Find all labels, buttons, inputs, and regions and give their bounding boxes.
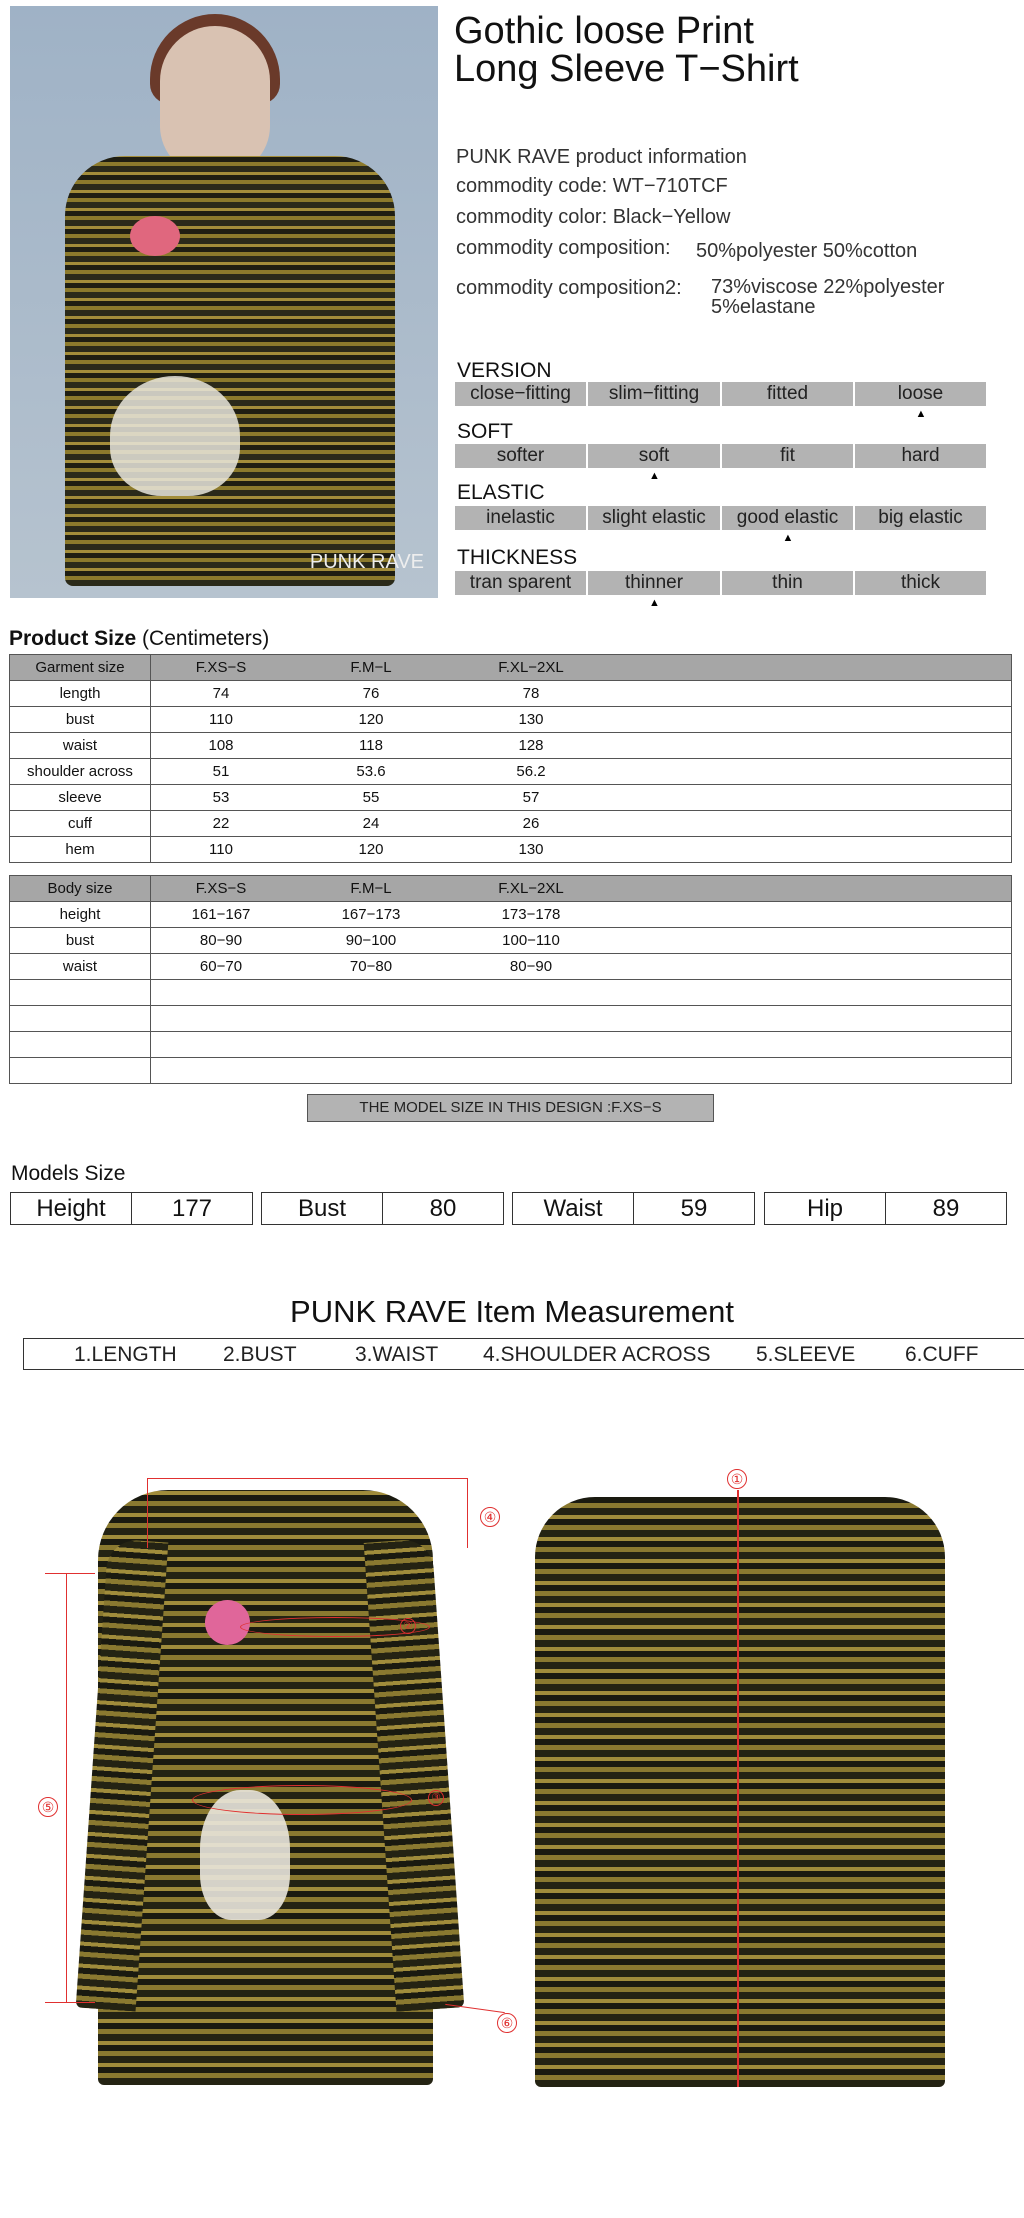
table-cell: 120 (358, 711, 384, 728)
models-size-label: Models Size (11, 1162, 126, 1185)
table-row (10, 837, 1012, 863)
cuff-line (445, 2004, 505, 2013)
table-row (10, 759, 1012, 785)
composition2-line2: 5%elastane (711, 296, 816, 318)
commodity-composition2-value (711, 277, 944, 317)
attribute-option: thick (855, 571, 986, 595)
row-values (151, 655, 1012, 681)
selected-indicator-icon: ▲ (782, 532, 794, 544)
row-label: bust (10, 928, 151, 954)
selected-indicator-icon: ▲ (649, 470, 660, 482)
back-shirt-diagram (535, 1497, 945, 2087)
body-size-table (9, 875, 1012, 1084)
row-label (10, 1006, 151, 1032)
row-values (151, 876, 1012, 902)
table-cell: 78 (522, 685, 540, 702)
model-measure-name: Bust (261, 1192, 383, 1225)
attribute-label-soft: SOFT (457, 420, 513, 443)
row-label (10, 1032, 151, 1058)
attribute-option: loose (855, 382, 986, 406)
row-values (151, 759, 1012, 785)
table-cell: F.XL−2XL (498, 880, 564, 897)
row-values (151, 1058, 1012, 1084)
attribute-label-version: VERSION (457, 359, 552, 382)
row-values (151, 681, 1012, 707)
measurement-item: 4.SHOULDER ACROSS (483, 1343, 711, 1366)
commodity-code (456, 175, 728, 198)
table-cell: F.M−L (350, 880, 392, 897)
selected-indicator-icon: ▲ (649, 597, 660, 609)
table-cell: 70−80 (349, 958, 393, 975)
product-size-heading (9, 627, 269, 651)
attribute-option: softer (455, 444, 586, 468)
commodity-color (456, 206, 730, 229)
table-cell: 130 (518, 711, 544, 728)
table-row (10, 1032, 1012, 1058)
table-cell: 55 (362, 789, 380, 806)
measurement-item: 1.LENGTH (74, 1343, 177, 1366)
commodity-code-label: commodity code: (456, 175, 608, 197)
row-label: waist (10, 733, 151, 759)
table-cell: 76 (362, 685, 380, 702)
table-cell: 161−167 (191, 906, 251, 923)
commodity-code-value: WT−710TCF (612, 175, 728, 197)
row-values (151, 837, 1012, 863)
watermark: PUNK RAVE (309, 551, 424, 573)
front-pink-print (205, 1600, 250, 1645)
product-photo (10, 6, 438, 598)
row-label (10, 1058, 151, 1084)
attribute-option: tran sparent (455, 571, 586, 595)
measurement-item: 6.CUFF (905, 1343, 979, 1366)
table-cell: 167−173 (341, 906, 401, 923)
table-cell: 80−90 (509, 958, 553, 975)
row-values (151, 954, 1012, 980)
table-cell: 53.6 (356, 763, 386, 780)
table-row (10, 707, 1012, 733)
composition2-line1: 73%viscose 22%polyester (711, 276, 945, 298)
attribute-option: good elastic (722, 506, 853, 530)
table-cell: 26 (522, 815, 540, 832)
shirt-image (65, 156, 395, 586)
table-row (10, 811, 1012, 837)
row-values (151, 811, 1012, 837)
table-cell: F.M−L (350, 659, 392, 676)
table-cell: 110 (209, 711, 233, 728)
table-cell: F.XS−S (195, 659, 247, 676)
row-values (151, 707, 1012, 733)
table-row (10, 785, 1012, 811)
attribute-option: thinner (588, 571, 720, 595)
row-label (10, 980, 151, 1006)
model-measure-name: Waist (512, 1192, 634, 1225)
shoulder-tick-right (467, 1478, 468, 1548)
model-measure-name: Height (10, 1192, 132, 1225)
table-cell: F.XS−S (195, 880, 247, 897)
model-size-banner: THE MODEL SIZE IN THIS DESIGN :F.XS−S (307, 1094, 714, 1122)
model-face (160, 26, 270, 176)
attribute-label-thickness: THICKNESS (457, 546, 578, 569)
marker-6: ⑥ (497, 2013, 517, 2033)
row-label: height (10, 902, 151, 928)
product-size-title: Product Size (9, 627, 137, 650)
row-label: Body size (10, 876, 151, 902)
table-cell: 60−70 (199, 958, 243, 975)
table-cell: F.XL−2XL (498, 659, 564, 676)
garment-header-row (10, 655, 1012, 681)
table-cell: 130 (518, 841, 544, 858)
attribute-label-elastic: ELASTIC (457, 481, 545, 504)
attribute-option: big elastic (855, 506, 986, 530)
commodity-composition-label: commodity composition: (456, 237, 671, 259)
pink-print (130, 216, 180, 256)
shoulder-tick-left (147, 1478, 148, 1548)
table-cell: 100−110 (502, 932, 560, 949)
table-cell: 80−90 (199, 932, 243, 949)
table-cell: 57 (522, 789, 540, 806)
commodity-color-value: Black−Yellow (612, 206, 731, 228)
table-row (10, 1006, 1012, 1032)
measurement-item: 2.BUST (223, 1343, 297, 1366)
marker-4: ④ (480, 1507, 500, 1527)
measurement-item: 5.SLEEVE (756, 1343, 856, 1366)
sleeve-top-tick (45, 1573, 95, 1574)
attribute-option: soft (588, 444, 720, 468)
row-label: waist (10, 954, 151, 980)
table-row (10, 902, 1012, 928)
attribute-option: inelastic (455, 506, 586, 530)
row-label: hem (10, 837, 151, 863)
table-row (10, 928, 1012, 954)
table-row (10, 681, 1012, 707)
table-cell: 108 (208, 737, 234, 754)
sleeve-bottom-tick (45, 2002, 95, 2003)
table-row (10, 980, 1012, 1006)
row-label: length (10, 681, 151, 707)
product-title-line1: Gothic loose Print (454, 10, 754, 52)
model-measure-name: Hip (764, 1192, 886, 1225)
model-measure-value: 177 (131, 1192, 253, 1225)
model-measure-value: 80 (382, 1192, 504, 1225)
table-cell: 53 (212, 789, 230, 806)
attribute-option: hard (855, 444, 986, 468)
measurement-item: 3.WAIST (355, 1343, 439, 1366)
body-header-row (10, 876, 1012, 902)
marker-1: ① (727, 1469, 747, 1489)
row-label: Garment size (10, 655, 151, 681)
row-values (151, 785, 1012, 811)
row-values (151, 733, 1012, 759)
row-label: bust (10, 707, 151, 733)
attribute-option: slim−fitting (588, 382, 720, 406)
table-cell: 22 (212, 815, 230, 832)
commodity-color-label: commodity color: (456, 206, 608, 228)
waist-ellipse (192, 1785, 412, 1815)
row-values (151, 928, 1012, 954)
table-cell: 110 (209, 841, 233, 858)
marker-5: ⑤ (38, 1797, 58, 1817)
table-cell: 120 (358, 841, 384, 858)
attribute-option: thin (722, 571, 853, 595)
measurement-title: PUNK RAVE Item Measurement (290, 1294, 734, 1329)
table-cell: 51 (212, 763, 230, 780)
marker-2: ② (400, 1618, 416, 1634)
shoulder-line (147, 1478, 467, 1479)
product-size-unit: (Centimeters) (142, 627, 270, 650)
table-cell: 128 (518, 737, 544, 754)
row-values (151, 1032, 1012, 1058)
row-label: sleeve (10, 785, 151, 811)
row-label: cuff (10, 811, 151, 837)
garment-size-table (9, 654, 1012, 863)
table-row (10, 954, 1012, 980)
row-values (151, 1006, 1012, 1032)
length-line (737, 1490, 739, 2087)
row-values (151, 980, 1012, 1006)
attribute-option: fit (722, 444, 853, 468)
table-cell: 118 (359, 737, 383, 754)
table-cell: 90−100 (345, 932, 397, 949)
table-cell: 173−178 (501, 906, 561, 923)
commodity-composition2-label: commodity composition2: (456, 277, 682, 299)
info-heading: PUNK RAVE product information (456, 146, 747, 168)
skull-print (110, 376, 240, 496)
row-values (151, 902, 1012, 928)
measurement-legend (23, 1338, 1024, 1370)
table-cell: 24 (362, 815, 380, 832)
model-measure-value: 59 (633, 1192, 755, 1225)
attribute-option: fitted (722, 382, 853, 406)
table-cell: 74 (212, 685, 230, 702)
marker-3: ③ (428, 1790, 444, 1806)
table-row (10, 1058, 1012, 1084)
table-cell: 56.2 (516, 763, 546, 780)
row-label: shoulder across (10, 759, 151, 785)
product-title-line2: Long Sleeve T−Shirt (454, 48, 799, 90)
attribute-option: close−fitting (455, 382, 586, 406)
table-row (10, 733, 1012, 759)
selected-indicator-icon: ▲ (915, 408, 927, 420)
sleeve-line (66, 1573, 67, 2003)
model-measure-value: 89 (885, 1192, 1007, 1225)
commodity-composition-value: 50%polyester 50%cotton (696, 240, 918, 262)
attribute-option: slight elastic (588, 506, 720, 530)
